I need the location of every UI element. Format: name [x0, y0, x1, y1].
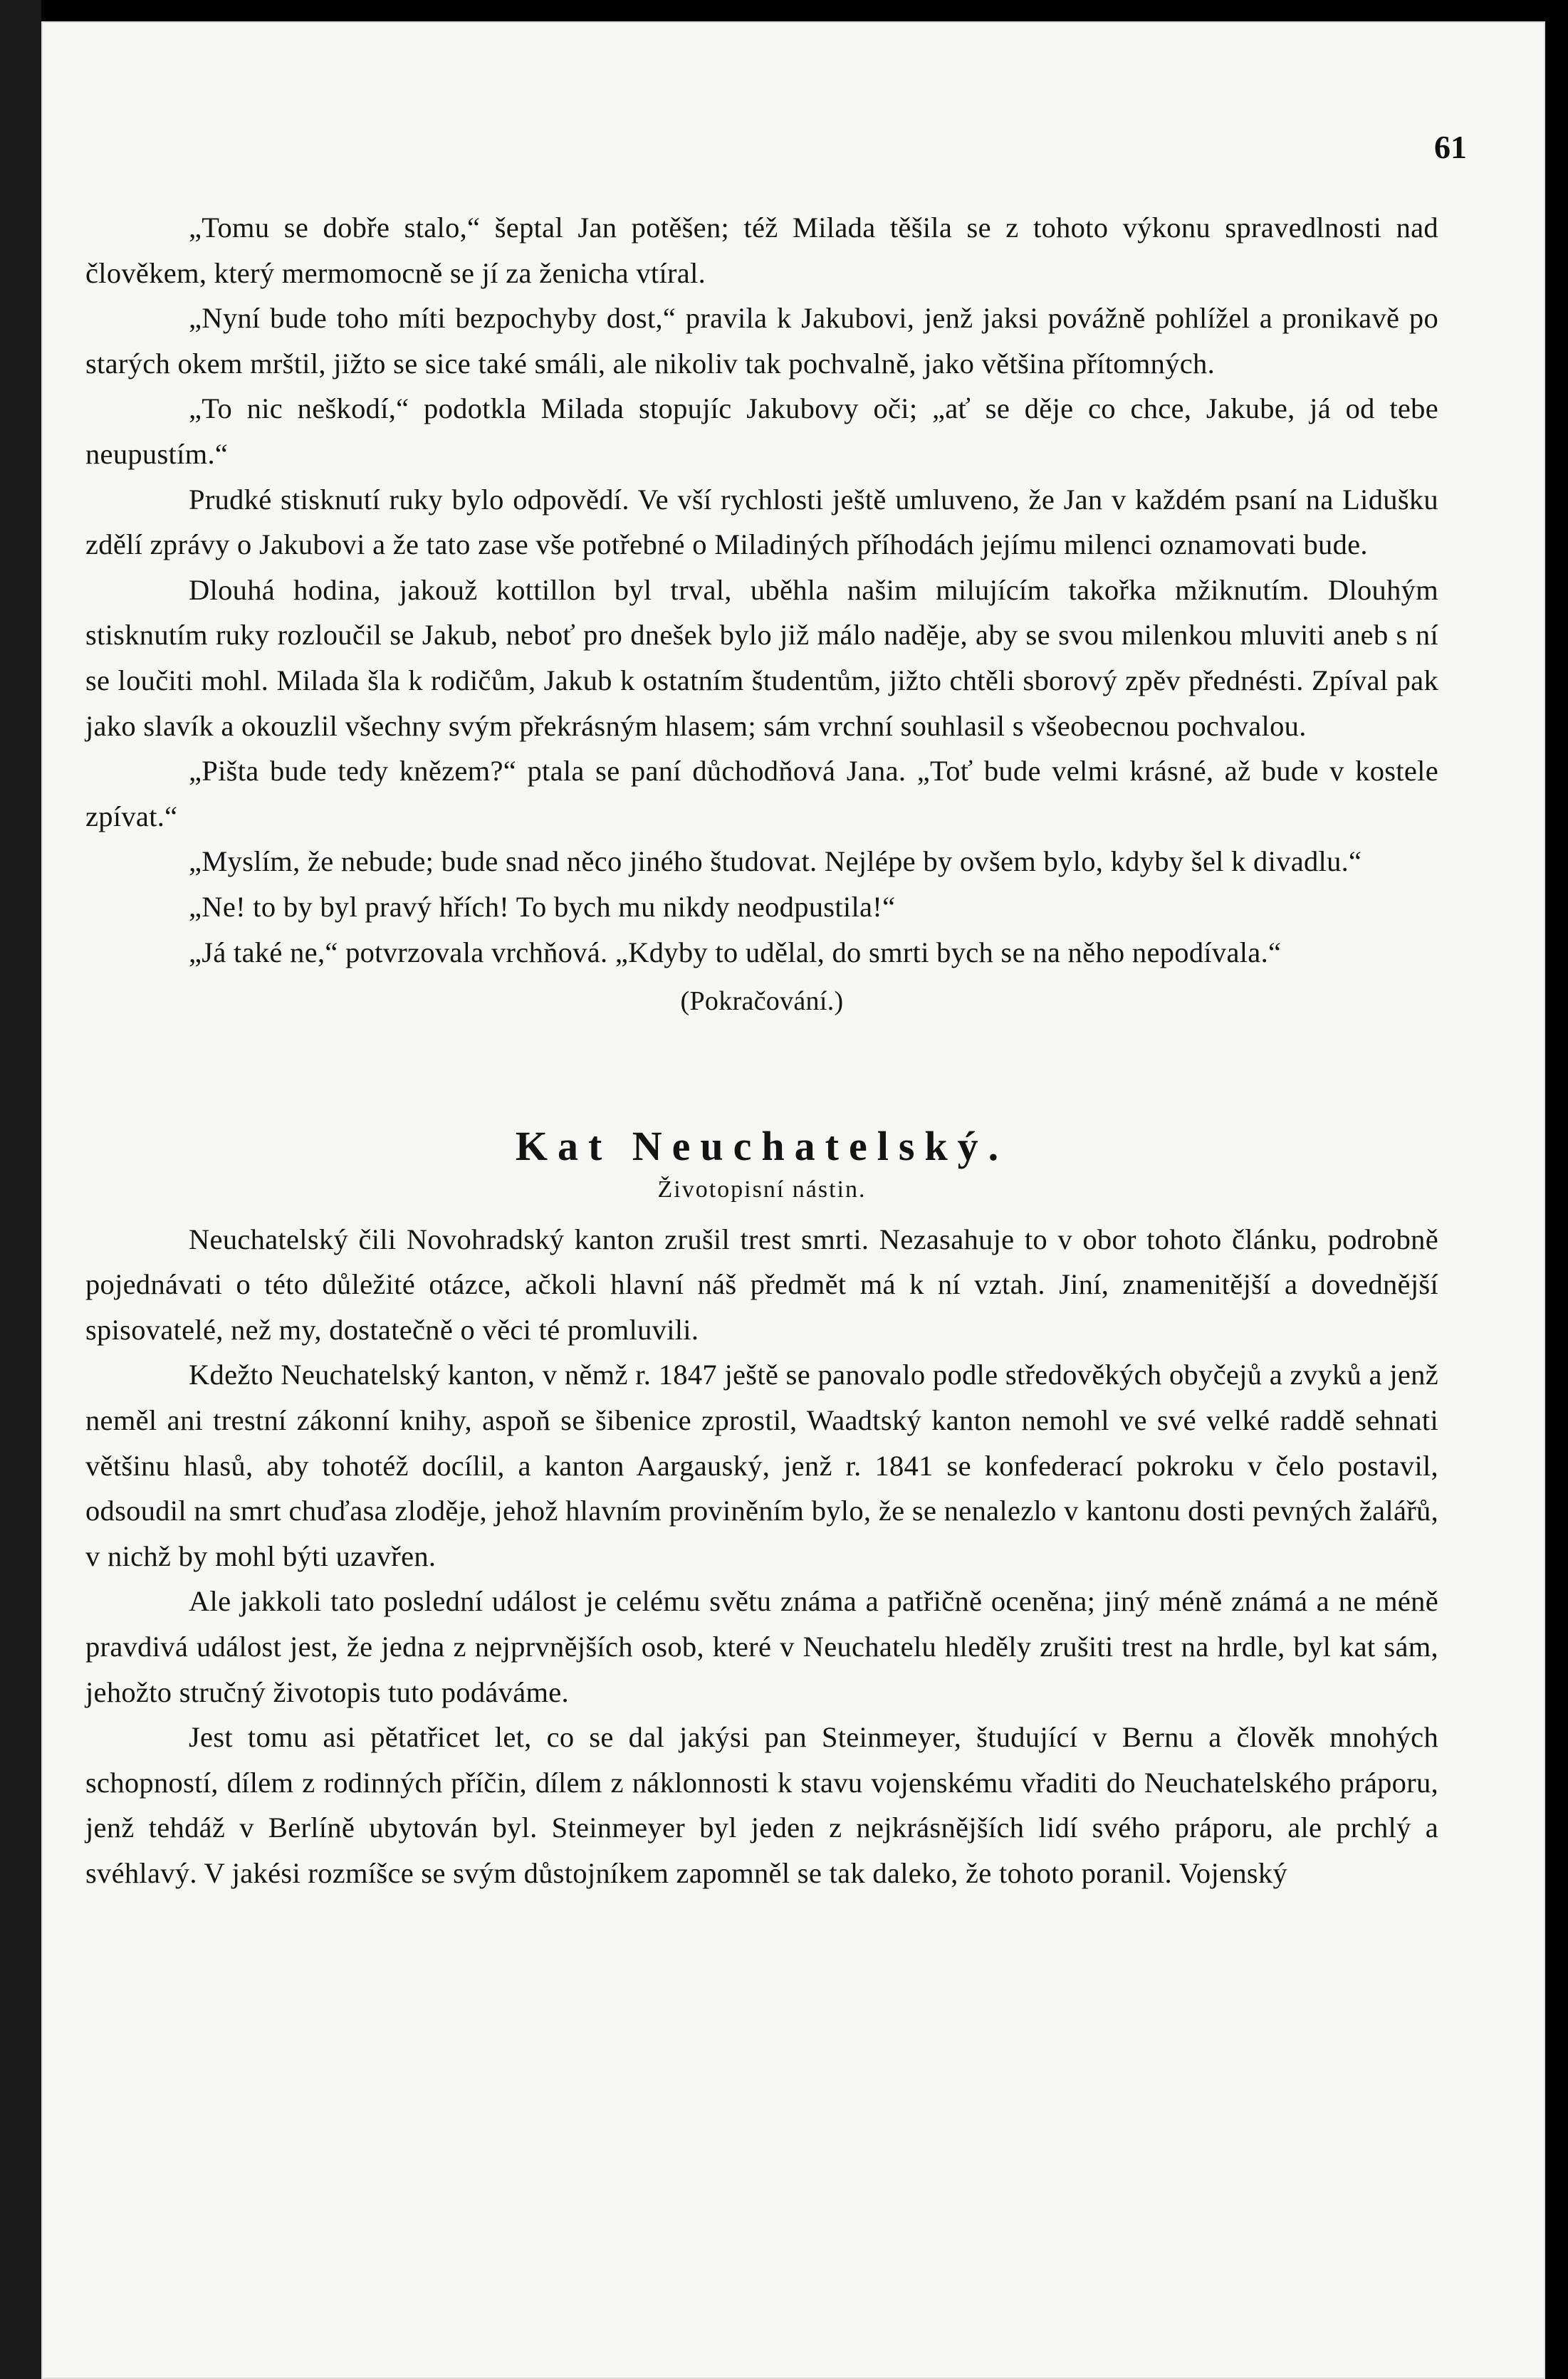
page-number: 61 [1434, 129, 1467, 165]
paragraph: Jest tomu asi pětatřicet let, co se dal jakýsi pan Steinmeyer, študující v Bernu a člověk mnohých schopností, dílem z rodinných příčin, dílem z náklonnosti k stavu vojenskému vřaditi do Neuchatelského práporu, jenž tehdáž v Berlíně ubytován byl. Steinmeyer byl jeden z nejkrásnějších lidí svého práporu, ale prchlý a svéhlavý. V jakési rozmíšce se svým důstojníkem zapomněl se tak daleko, že tohoto poranil. Vojenský [85, 1721, 1438, 1889]
paragraph: „Ne! to by byl pravý hřích! To bych mu nikdy neodpustila!“ [189, 890, 896, 923]
paragraph: „Tomu se dobře stalo,“ šeptal Jan potěšen; též Milada těšila se z tohoto výkonu spravedlnosti nad člověkem, který mermomocně se jí za ženicha vtíral. [85, 211, 1438, 289]
paragraph: Kdežto Neuchatelský kanton, v němž r. 1847 ještě se panovalo podle středověkých obyčejů a zvyků a jenž neměl ani trestní zákonní knihy, aspoň se šibenice zprostil, Waadtský kanton nemohl ve své velké raddě sehnati většinu hlasů, aby tohotéž docílil, a kanton Aargauský, jenž r. 1841 se konfederací pokroku v čelo postavil, odsoudil na smrt chuďasa zloděje, jehož hlavním proviněním bylo, že se nenalezlo v kantonu dosti pevných žalářů, v nichž by mohl býti uzavřen. [85, 1359, 1438, 1572]
continued-note: (Pokračování.) [680, 986, 844, 1017]
paragraph: Neuchatelský čili Novohradský kanton zrušil trest smrti. Nezasahuje to v obor tohoto článku, podrobně pojednávati o této důležité otázce, ačkoli hlavní náš předmět má k ní vztah. Jiní, znamenitější a dovednější spisovatelé, než my, dostatečně o věci té promluvili. [85, 1223, 1438, 1346]
book-page [41, 21, 1545, 2379]
article-title: Kat Neuchatelský. [515, 1122, 1009, 1169]
paragraph: Prudké stisknutí ruky bylo odpovědí. Ve vší rychlosti ještě umluveno, že Jan v každém psaní na Lidušku zdělí zprávy o Jakubovi a že tato zase vše potřebné o Miladiných příhodách jejímu milenci oznamovati bude. [85, 483, 1438, 561]
paragraph: „To nic neškodí,“ podotkla Milada stopujíc Jakubovy oči; „ať se děje co chce, Jakube, já od tebe neupustím.“ [85, 392, 1438, 470]
page-text [85, 205, 1438, 1896]
article-subtitle: Životopisní nástin. [657, 1176, 867, 1203]
paragraph: Ale jakkoli tato poslední událost je celému světu známa a patřičně oceněna; jiný méně známá a ne méně pravdivá událost jest, že jedna z nejprvnějších osob, které v Neuchatelu hleděly zrušiti trest na hrdle, byl kat sám, jehožto stručný životopis tuto podáváme. [85, 1585, 1438, 1708]
paragraph: „Pišta bude tedy knězem?“ ptala se paní důchodňová Jana. „Toť bude velmi krásné, až bude v kostele zpívat.“ [85, 755, 1438, 832]
scan-edge [0, 0, 41, 2379]
paragraph: Dlouhá hodina, jakouž kottillon byl trval, uběhla našim milujícím takořka mžiknutím. Dlouhým stisknutím ruky rozloučil se Jakub, neboť pro dnešek bylo již málo naděje, aby se svou milenkou mluviti aneb s ní se loučiti mohl. Milada šla k rodičům, Jakub k ostatním študentům, jižto chtěli sborový zpěv přednésti. Zpíval pak jako slavík a okouzlil všechny svým překrásným hlasem; sám vrchní souhlasil s všeobecnou pochvalou. [85, 573, 1438, 742]
paragraph: „Já také ne,“ potvrzovala vrchňová. „Kdyby to udělal, do smrti bych se na něho nepodívala.“ [189, 936, 1282, 968]
paragraph: „Myslím, že nebude; bude snad něco jiného študovat. Nejlépe by ovšem bylo, kdyby šel k divadlu.“ [189, 845, 1362, 878]
paragraph: „Nyní bude toho míti bezpochyby dost,“ pravila k Jakubovi, jenž jaksi povážně pohlížel a pronikavě po starých okem mrštil, jižto se sice také smáli, ale nikoliv tak pochvalně, jako většina přítomných. [85, 302, 1438, 380]
